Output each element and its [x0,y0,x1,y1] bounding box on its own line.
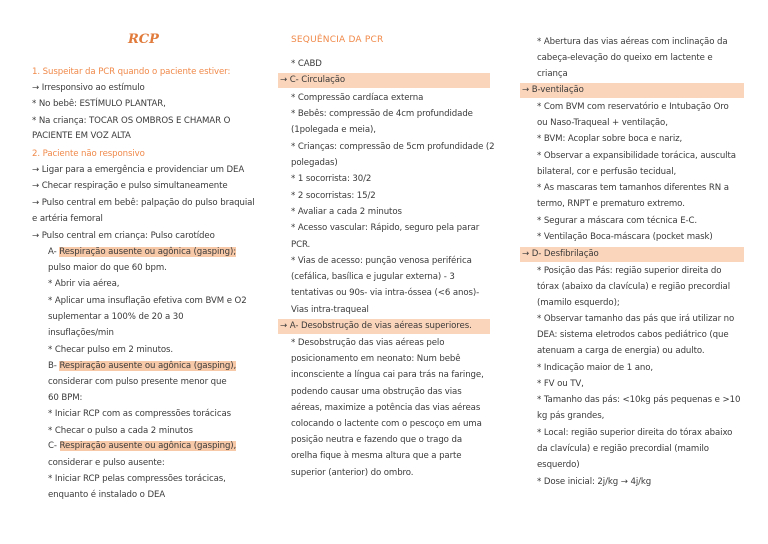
line-text: * Aplicar uma insuflação efetiva com BVM e O2 [48,296,247,306]
col2-line [291,157,338,169]
line-text: Vias intra-traqueal [291,305,369,315]
line-text: * Observar tamanho das pás que irá utilizar no [537,314,735,324]
line-text: → Irresponsivo ao estímulo [32,83,145,93]
line-text: * 2 socorristas: 15/2 [291,191,376,201]
col2-line [291,434,462,446]
col2-line [291,386,462,398]
line-text: * Com BVM com reservatório e Intubação Oro [537,102,729,112]
line-text: B- [48,361,60,371]
col2-line [291,222,479,234]
line-text: * Checar o pulso a cada 2 minutos [48,426,193,436]
line-text: 2. Paciente não responsivo [32,149,145,159]
line-text: e artéria femoral [32,214,103,224]
line-text: * Abertura das vias aéreas com inclinação da [537,37,728,47]
line-text: da clavícula) e região precordial (mamilo [537,444,709,454]
col3-line [537,476,651,488]
line-text: posicionamento em neonato: Num bebê [291,354,461,364]
col1-line [48,473,226,485]
line-text: tentativas ou 90s- via intra-óssea (<6 anos)- [291,288,480,298]
line-text: considerar com pulso presente menor que [48,377,227,387]
highlighted-text: Respiração ausente ou agônica (gasping), [59,441,237,451]
col2-line [291,271,455,283]
col3-line [537,345,704,357]
line-text: insuflações/min [48,328,114,338]
col3-line [537,459,580,471]
col1-line [48,262,167,274]
line-text: termo, RNPT e prematuro extremo. [537,199,685,209]
line-text: 1. Suspeitar da PCR quando o paciente estiver: [32,67,231,77]
line-text: cabeça-elevação do queixo em lactente e [537,53,713,63]
col1-line [48,295,247,307]
col3-line [537,362,653,374]
line-text: * Observar a expansibilidade torácica, ausculta [537,151,736,161]
line-text: * BVM: Acoplar sobre boca e nariz, [537,134,683,144]
line-text: polegadas) [291,158,338,168]
line-text: * Desobstrução das vias aéreas pelo [291,338,445,348]
col2-line [291,141,495,153]
col3-line [537,281,730,293]
line-text: * Na criança: TOCAR OS OMBROS E CHAMAR O [32,116,231,126]
line-text: * Tamanho das pás: <10kg pás pequenas e >10 [537,395,741,405]
col1-line [48,376,227,388]
line-text: enquanto é instalado o DEA [48,490,166,500]
col2-line [280,320,472,332]
col2-line [291,402,480,414]
line-text: (mamilo esquerdo); [537,298,620,308]
line-text: orelha fique à mesma altura que a parte [291,451,462,461]
col1-line [48,278,119,290]
line-text: * Acesso vascular: Rápido, seguro pela parar [291,223,480,233]
col2-line [291,239,310,251]
col2-line [291,304,369,316]
line-text: * Checar pulso em 2 minutos. [48,345,174,355]
col3-line [537,215,697,227]
line-text: → Pulso central em bebê: palpação do pulso braquial [32,198,255,208]
line-text: (cefálica, basílica e jugular externa) - 3 [291,272,455,282]
col1-line [48,440,236,452]
line-text: * Compressão cardíaca externa [291,93,424,103]
line-text: → B-ventilação [522,85,584,95]
line-text: ou Naso-Traqueal + ventilação, [537,118,668,128]
col1-line [32,66,230,78]
col3-line [537,427,732,439]
col1-line [48,344,173,356]
line-text: kg pás grandes, [537,411,605,421]
line-text: posição neutra e fazendo que o trago da [291,435,462,445]
col2-line [291,206,402,218]
col2-line [291,353,460,365]
col2-line [291,287,479,299]
line-text: esquerdo) [537,460,580,470]
col3-line [537,198,685,210]
col3-line [537,443,709,455]
col3-line [537,133,682,145]
line-text: * Bebês: compressão de 4cm profundidade [291,109,473,119]
col2-line [291,58,322,70]
col2-line [280,74,345,86]
page-title: RCP [128,32,159,47]
line-text: * Indicação maior de 1 ano, [537,363,654,373]
line-text: aéreas, maximize a potência das vias aéreas [291,403,481,413]
line-text: suplementar a 100% de 20 a 30 [48,312,184,322]
line-text: → Ligar para a emergência e providenciar um DEA [32,165,245,175]
col3-line [537,378,584,390]
col2-line [291,108,473,120]
col1-line [32,164,244,176]
col3-line [537,231,713,243]
col2-line [291,450,462,462]
line-text: * Ventilação Boca-máscara (pocket mask) [537,232,713,242]
line-text: considerar e pulso ausente: [48,458,165,468]
line-text: 60 BPM: [48,393,83,403]
line-text: inconsciente a língua cai para trás na faringe, [291,370,484,380]
col3-line [522,248,599,260]
col3-line [537,265,721,277]
col1-line [32,130,131,142]
col1-line [48,425,193,437]
col2-line [291,369,484,381]
col3-line [537,394,740,406]
line-text: * Posição das Pás: região superior direita do [537,266,722,276]
col3-line [537,329,729,341]
col3-line [537,101,729,113]
line-text: → D- Desfibrilação [522,249,599,259]
col2-line [291,255,472,267]
col1-line [48,392,82,404]
line-text: → C- Circulação [280,75,346,85]
col1-line [32,230,215,242]
line-text: * Dose inicial: 2j/kg → 4j/kg [537,477,652,487]
col3-line [537,117,668,129]
line-text: DEA: sistema eletrodos cabos pediátrico (que [537,330,729,340]
col2-line [291,337,444,349]
line-text: superior (anterior) do ombro. [291,468,414,478]
line-text: * Local: região superior direita do tórax abaixo [537,428,733,438]
line-text: * Vias de acesso: punção venosa periférica [291,256,472,266]
col3-line [537,166,676,178]
line-text: (1polegada e meia), [291,125,376,135]
col1-line [32,197,255,209]
highlighted-text: Respiração ausente ou agônica (gasping), [59,361,237,371]
line-text: * Iniciar RCP com as compressões torácicas [48,409,232,419]
line-text: A- [48,247,60,257]
col3-line [537,36,728,48]
line-text: bilateral, cor e perfusão tecidual, [537,167,677,177]
col3-line [537,52,713,64]
col1-line [32,82,145,94]
col3-line [537,313,734,325]
line-text: PACIENTE EM VOZ ALTA [32,131,131,141]
col3-line [537,410,604,422]
col3-line [537,182,729,194]
col1-line [48,457,165,469]
line-text: → Pulso central em criança: Pulso carotídeo [32,231,215,241]
line-text: * Iniciar RCP pelas compressões torácicas, [48,474,226,484]
line-text: * As mascaras tem tamanhos diferentes RN a [537,183,729,193]
line-text: pulso maior do que 60 bpm. [48,263,167,273]
line-text: colocando o lactente com o pescoço em uma [291,419,482,429]
col1-line [48,489,165,501]
col2-line [291,418,482,430]
line-text: → A- Desobstrução de vias aéreas superiores. [280,321,472,331]
col2-line [291,467,413,479]
col3-line [537,68,568,80]
line-text: C- [48,441,60,451]
section-title: SEQUÊNCIA DA PCR [291,35,384,45]
line-text: atenuam a carga de energia) ou adulto. [537,346,705,356]
highlighted-text: Respiração ausente ou agônica (gasping); [59,247,237,257]
col1-line [48,327,114,339]
line-text: criança [537,69,568,79]
line-text: → Checar respiração e pulso simultaneamente [32,181,228,191]
line-text: * Abrir via aérea, [48,279,120,289]
line-text: * Crianças: compressão de 5cm profundidade (2 [291,142,495,152]
line-text: * CABD [291,59,322,69]
col2-line [291,92,423,104]
col1-line [48,360,236,372]
line-text: tórax (abaixo da clavícula) e região precordial [537,282,730,292]
col1-line [32,115,230,127]
col2-line [291,190,376,202]
line-text: * 1 socorrista: 30/2 [291,174,372,184]
col3-line [537,297,620,309]
line-text: PCR. [291,240,311,250]
col1-line [48,408,231,420]
line-text: * FV ou TV, [537,379,584,389]
col1-line [32,148,145,160]
col1-line [48,311,184,323]
col1-line [32,98,166,110]
col2-line [291,124,376,136]
col3-line [537,150,736,162]
col3-line [522,84,584,96]
col2-line [291,173,371,185]
col1-line [48,246,236,258]
col1-line [32,180,228,192]
line-text: * No bebê: ESTÍMULO PLANTAR, [32,99,166,109]
line-text: * Avaliar a cada 2 minutos [291,207,402,217]
line-text: podendo causar uma obstrução das vias [291,387,462,397]
line-text: * Segurar a máscara com técnica E-C. [537,216,698,226]
col1-line [32,213,103,225]
